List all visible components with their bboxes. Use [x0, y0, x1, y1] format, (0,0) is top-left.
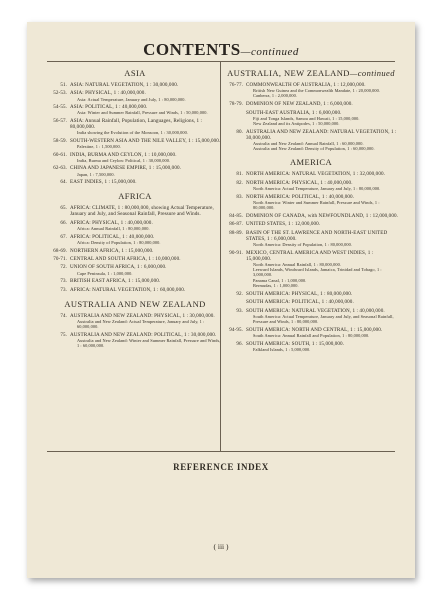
- entry-page-number: 56-57.: [53, 118, 67, 125]
- entry-subtitle: Asia: Actual Temperature, January and July, 1 : 80,000,000.: [77, 96, 186, 102]
- entry-title: AFRICA: NATURAL VEGETATION, 1 : 60,000,000.: [70, 286, 186, 293]
- entry-page-number: 83.: [236, 193, 243, 200]
- contents-entry: [47, 82, 223, 88]
- contents-entry: [47, 179, 223, 185]
- entry-page-number: 94-95.: [229, 326, 243, 333]
- entry-page-number: 68-69.: [53, 247, 67, 254]
- entry-body: [246, 327, 399, 338]
- entry-body: [70, 278, 223, 284]
- entry-page-number: 82.: [236, 179, 243, 186]
- entry-page-number: 70-71.: [53, 255, 67, 262]
- contents-entry: [223, 213, 399, 219]
- entry-subtitle: Japan, 1 : 7,500,000.: [77, 171, 115, 177]
- entry-title: NORTH AMERICA: PHYSICAL, 1 : 40,000,000.: [246, 179, 353, 186]
- entry-subtitle: British New Guinea and the Commonwealth Mandate, 1 : 20,000,000.: [253, 88, 381, 94]
- contents-entry: [223, 171, 399, 177]
- section-heading: [223, 68, 399, 78]
- section-heading: [223, 157, 399, 167]
- title-continued: —continued: [240, 46, 299, 58]
- entry-subtitle: North America: Annual Rainfall, 1 : 80,000,000.: [253, 261, 341, 267]
- entry-body: [246, 82, 399, 99]
- entry-title: SOUTH AMERICA: NORTH AND CENTRAL, 1 : 15,000,000.: [246, 326, 383, 333]
- entry-title: UNITED STATES, 1 : 12,000,000.: [246, 221, 321, 228]
- entry-title: ASIA: PHYSICAL, 1 : 40,000,000.: [70, 90, 146, 97]
- entry-subtitle: Africa: Density of Population, 1 : 80,000,000.: [77, 239, 161, 245]
- entry-title: NORTHERN AFRICA, 1 : 15,000,000.: [70, 247, 154, 254]
- contents-entry: [223, 221, 399, 227]
- entry-body: [70, 152, 223, 163]
- entry-body: [246, 101, 399, 107]
- entry-subtitle: North America: Actual Temperature, January and July, 1 : 80,000,000.: [253, 186, 381, 191]
- entry-body: [70, 332, 223, 349]
- entry-body: [246, 341, 399, 352]
- page-title: [27, 40, 415, 60]
- contents-entry: [47, 205, 223, 217]
- entry-page-number: 72.: [60, 264, 67, 271]
- entry-title: SOUTH AMERICA: SOUTH, 1 : 15,000,000.: [246, 340, 345, 347]
- section-heading-text: AUSTRALIA AND NEW ZEALAND: [64, 298, 206, 309]
- entry-title: ASIA: Annual Rainfall, Population, Languages, Religions, 1 : 80,000,000.: [70, 118, 203, 131]
- title-main: CONTENTS: [143, 40, 241, 59]
- entry-title: NORTH AMERICA: NATURAL VEGETATION, 1 : 32,000,000.: [246, 171, 385, 178]
- entry-subtitle: India showing the Evolution of the Monsoon, 1 : 30,000,000.: [77, 130, 189, 136]
- entry-subtitle: Australia and New Zealand: Annual Rainfall, 1 : 60,000,000.: [253, 140, 364, 146]
- entry-page-number: 81.: [236, 171, 243, 178]
- contents-entry: [47, 104, 223, 115]
- entry-body: [246, 250, 399, 289]
- entry-title: BASIN OF THE ST. LAWRENCE AND NORTH-EAST UNITED STATES, 1 : 6,000,000.: [246, 229, 388, 242]
- contents-entry: [223, 308, 399, 325]
- contents-entry: [223, 110, 399, 127]
- contents-entry: [47, 165, 223, 176]
- entry-subtitle: South America: Annual Rainfall and Population, 1 : 80,000,000.: [253, 332, 370, 338]
- entry-page-number: 76-77.: [229, 82, 243, 88]
- entry-page-number: [223, 110, 246, 127]
- contents-entry: [223, 341, 399, 352]
- section-heading: [47, 68, 223, 78]
- entry-body: [70, 264, 223, 275]
- entry-page-number: 75.: [60, 331, 67, 338]
- entry-subtitle: Canberra, 1 : 2,000,000.: [253, 93, 298, 99]
- contents-entry: [223, 129, 399, 152]
- contents-entry: [223, 101, 399, 107]
- entry-body: [70, 287, 223, 293]
- contents-entry: [47, 287, 223, 293]
- reference-index-heading: REFERENCE INDEX: [173, 462, 269, 472]
- entry-subtitle: Asia: Winter and Summer Rainfall, Pressure and Winds, 1 : 50,000,000.: [77, 110, 208, 116]
- section-heading-text: AMERICA: [290, 157, 332, 168]
- entry-title: AUSTRALIA AND NEW ZEALAND: PHYSICAL, 1 : 30,000,000.: [70, 312, 215, 319]
- contents-entry: [47, 220, 223, 231]
- entry-page-number: 73.: [60, 286, 67, 293]
- entry-subtitle: Panama Canal, 1 : 1,000,000.: [253, 277, 307, 283]
- entry-body: [70, 220, 223, 231]
- entry-body: [70, 118, 223, 135]
- entry-subtitle: Bermudas, 1 : 1,000,000.: [253, 282, 299, 288]
- entry-body: [246, 180, 399, 191]
- entry-title: MEXICO, CENTRAL AMERICA AND WEST INDIES, 1 : 15,000,000.: [246, 249, 374, 262]
- entry-page-number: 65.: [60, 205, 67, 212]
- contents-entry: [47, 278, 223, 284]
- entry-body: [70, 205, 223, 217]
- entry-page-number: 73.: [60, 278, 67, 285]
- entry-subtitle: New Zealand and its Antipodes, 1 : 50,000,000.: [253, 120, 340, 126]
- document-page: [27, 22, 415, 578]
- contents-entry: [223, 180, 399, 191]
- entry-page-number: 64.: [60, 179, 67, 186]
- entry-body: [70, 90, 223, 101]
- entry-subtitle: Cape Peninsula, 1 : 1,000,000.: [77, 270, 133, 276]
- contents-entry: [223, 291, 399, 297]
- entry-subtitle: Falkland Islands, 1 : 5,000,000.: [253, 346, 311, 352]
- contents-entry: [47, 152, 223, 163]
- entry-title: DOMINION OF NEW ZEALAND, 1 : 6,000,000.: [246, 101, 353, 108]
- section-heading-text: AUSTRALIA, NEW ZEALAND: [227, 68, 350, 78]
- entry-title: CENTRAL AND SOUTH AFRICA, 1 : 10,000,000.: [70, 255, 181, 262]
- contents-entry: [47, 256, 223, 262]
- entry-body: [246, 129, 399, 152]
- contents-entry: [223, 299, 399, 305]
- entry-subtitle: Africa: Annual Rainfall, 1 : 80,000,000.: [77, 226, 150, 232]
- entry-body: [70, 104, 223, 115]
- contents-entry: [47, 313, 223, 330]
- entry-body: [246, 230, 399, 247]
- entry-body: [70, 256, 223, 262]
- entry-page-number: 84-85.: [229, 212, 243, 219]
- entry-page-number: 58-59.: [53, 137, 67, 144]
- entry-subtitle: India, Burma and Ceylon: Political, 1 : 30,000,000.: [77, 157, 171, 163]
- bottom-rule: [47, 451, 395, 452]
- entry-page-number: 92.: [236, 290, 243, 297]
- entry-page-number: 54-55.: [53, 104, 67, 111]
- contents-entry: [47, 118, 223, 135]
- entry-title: NORTH AMERICA: POLITICAL, 1 : 40,000,000.: [246, 193, 355, 200]
- entry-body: [70, 234, 223, 245]
- entry-body: [246, 291, 399, 297]
- entry-body: [70, 165, 223, 176]
- entry-title: SOUTH-WESTERN ASIA AND THE NILE VALLEY, 1 : 15,000,000.: [70, 137, 221, 144]
- entry-title: SOUTH AMERICA: PHYSICAL, 1 : 80,000,000.: [246, 290, 353, 297]
- entry-subtitle: Australia and New Zealand: Winter and Summer Rainfall, Pressure and Winds, 1 : 60,000,000.: [77, 338, 221, 349]
- left-column: [47, 62, 223, 351]
- entry-title: AFRICA: CLIMATE, 1 : 80,000,000, showing Actual Temperature, January and July, and Seasonal Rainfall, Pressure and Winds.: [70, 205, 214, 218]
- entry-subtitle: Australia and New Zealand: Density of Population, 1 : 60,000,000.: [253, 146, 375, 152]
- entry-title: EAST INDIES, 1 : 15,000,000.: [70, 179, 137, 186]
- entry-title: AFRICA: POLITICAL, 1 : 40,000,000.: [70, 233, 155, 240]
- entry-page-number: 52-53.: [53, 90, 67, 97]
- entry-body: [246, 221, 399, 227]
- entry-subtitle: Palestine, 1 : 1,500,000.: [77, 144, 121, 150]
- contents-entry: [47, 90, 223, 101]
- section-heading-text: AFRICA: [118, 191, 152, 202]
- entry-title: ASIA: NATURAL VEGETATION, 1 : 30,000,000.: [70, 82, 179, 88]
- page-number: ( iii ): [213, 542, 229, 551]
- entry-page-number: 62-63.: [53, 165, 67, 172]
- contents-entry: [223, 230, 399, 247]
- contents-entry: [223, 327, 399, 338]
- entry-subtitle: North America: Density of Population, 1 : 80,000,000.: [253, 241, 352, 247]
- entry-page-number: 90-91.: [229, 249, 243, 256]
- entry-body: [246, 110, 399, 127]
- entry-page-number: 86-87.: [229, 221, 243, 228]
- entry-body: [246, 308, 399, 325]
- entry-title: SOUTH AMERICA: NATURAL VEGETATION, 1 : 40,000,000.: [246, 307, 385, 314]
- entry-page-number: 88-89.: [229, 229, 243, 236]
- entry-title: AUSTRALIA AND NEW ZEALAND: POLITICAL, 1 : 30,000,000.: [70, 331, 217, 338]
- contents-entry: [47, 332, 223, 349]
- contents-entry: [47, 138, 223, 149]
- entry-page-number: 51.: [60, 82, 67, 88]
- entry-body: [246, 171, 399, 177]
- entry-title: UNION OF SOUTH AFRICA, 1 : 6,000,000.: [70, 264, 167, 271]
- entry-page-number: 74.: [60, 312, 67, 319]
- entry-page-number: 66.: [60, 219, 67, 226]
- right-column: [223, 62, 399, 354]
- entry-title: AFRICA: PHYSICAL, 1 : 40,000,000.: [70, 219, 153, 226]
- entry-title: ASIA: POLITICAL, 1 : 40,000,000.: [70, 104, 148, 111]
- contents-entry: [223, 250, 399, 289]
- contents-entry: [223, 82, 399, 99]
- entry-title: SOUTH AMERICA: POLITICAL, 1 : 40,000,000.: [246, 299, 354, 306]
- entry-subtitle: North America: Winter and Summer Rainfall, Pressure and Winds, 1 : 80,000,000.: [253, 199, 380, 211]
- entry-page-number: 80.: [236, 128, 243, 135]
- entry-body: [246, 213, 399, 219]
- entry-body: [70, 313, 223, 330]
- entry-body: [246, 194, 399, 211]
- section-heading-text: ASIA: [124, 68, 146, 78]
- entry-page-number: 78-79.: [229, 101, 243, 108]
- contents-entry: [47, 248, 223, 254]
- entry-body: [246, 299, 399, 305]
- entry-page-number: [223, 299, 246, 305]
- entry-body: [70, 82, 223, 88]
- entry-subtitle: Leeward Islands, Windward Islands, Jamaica, Trinidad and Tobago, 1 : 3,000,000.: [253, 267, 382, 278]
- contents-entry: [223, 194, 399, 211]
- entry-page-number: 93.: [236, 307, 243, 314]
- entry-body: [70, 179, 223, 185]
- entry-title: AUSTRALIA AND NEW ZEALAND: NATURAL VEGETATION, 1 : 30,000,000.: [246, 128, 397, 141]
- section-heading: [47, 299, 223, 309]
- entry-title: DOMINION OF CANADA, with NEWFOUNDLAND, 1 : 12,000,000.: [246, 212, 398, 219]
- entry-title: CHINA AND JAPANESE EMPIRE, 1 : 15,000,000.: [70, 165, 181, 172]
- entry-subtitle: Australia and New Zealand: Actual Temperature, January and July, 1 : 60,000,000.: [77, 318, 205, 330]
- section-heading-continued: —continued: [349, 68, 395, 78]
- entry-page-number: 96.: [236, 340, 243, 347]
- entry-body: [70, 248, 223, 254]
- entry-title: SOUTH-EAST AUSTRALIA, 1 : 6,000,000.: [246, 109, 342, 116]
- entry-page-number: 67.: [60, 233, 67, 240]
- entry-subtitle: South America: Actual Temperature, January and July, and Seasonal Rainfall, Pressure and Winds, 1 : 80,000,000.: [253, 313, 394, 325]
- entry-title: COMMONWEALTH OF AUSTRALIA, 1 : 12,000,000.: [246, 82, 366, 88]
- entry-title: BRITISH EAST AFRICA, 1 : 15,000,000.: [70, 278, 161, 285]
- section-heading: [47, 191, 223, 201]
- contents-entry: [47, 234, 223, 245]
- entry-subtitle: Fiji and Tonga Islands, Samoa and Hawaii, 1 : 15,000,000.: [253, 115, 360, 121]
- entry-body: [70, 138, 223, 149]
- entry-title: INDIA, BURMA AND CEYLON, 1 : 10,000,000.: [70, 151, 177, 158]
- contents-entry: [47, 264, 223, 275]
- entry-page-number: 60-61.: [53, 151, 67, 158]
